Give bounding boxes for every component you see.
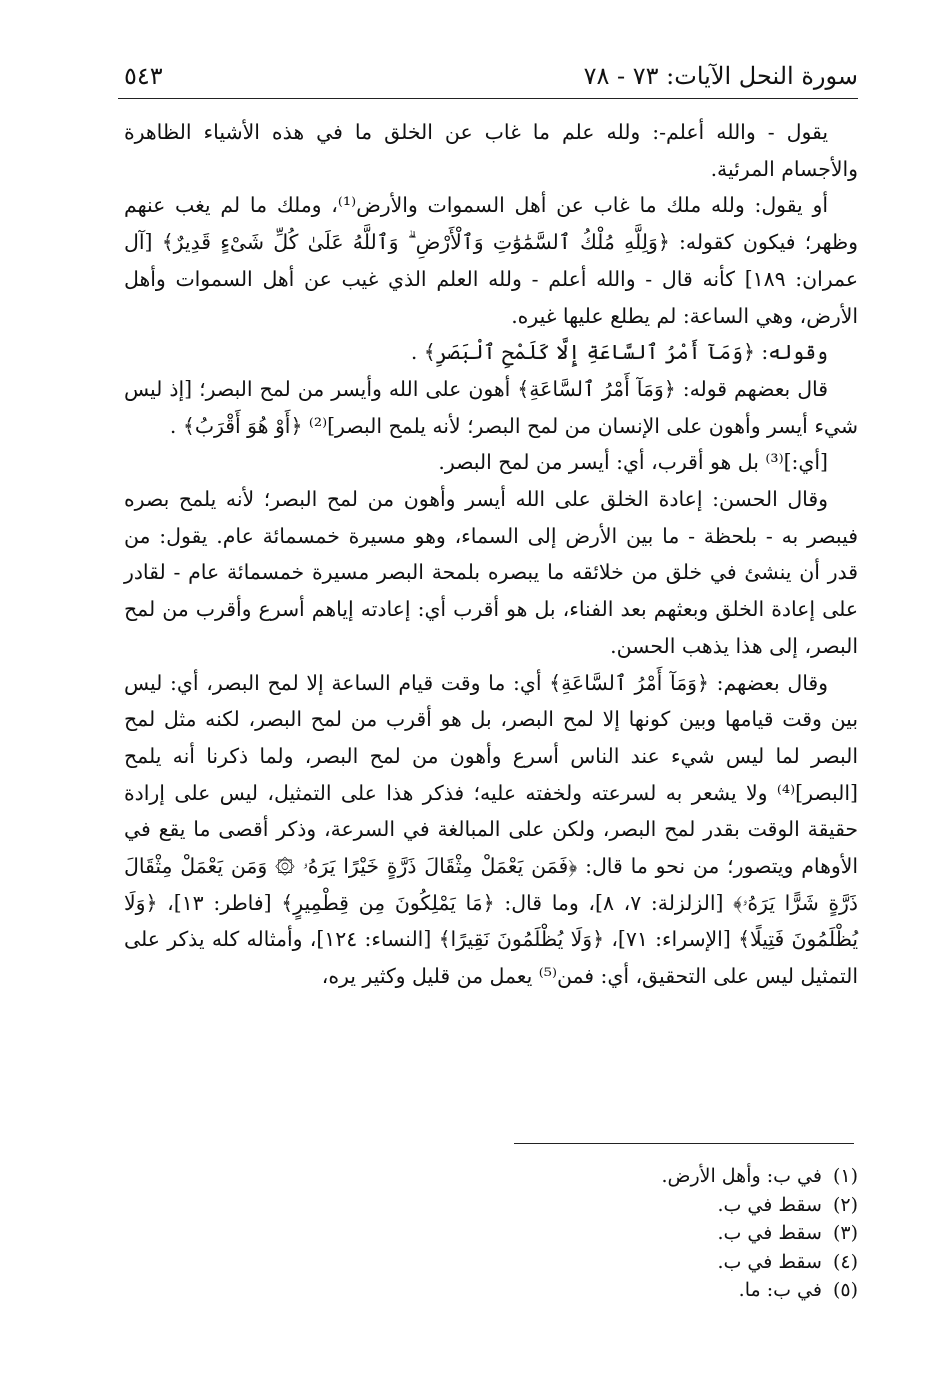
page-header bbox=[118, 56, 858, 99]
footnote-text: في ب: وأهل الأرض. bbox=[661, 1165, 822, 1187]
footnote-number: (٥) bbox=[832, 1279, 858, 1301]
footnote-text: سقط في ب. bbox=[717, 1222, 822, 1244]
footnote-text: سقط في ب. bbox=[717, 1193, 822, 1216]
paragraph: وقوله: ﴿وَمَآ أَمْرُ ٱلسَّاعَةِ إِلَّا كَلَمْحِ ٱلْبَصَرِ﴾ . bbox=[410, 340, 828, 365]
page-number: ٥٤٣ bbox=[124, 62, 163, 90]
paragraph: [أي:]⁽³⁾ بل هو أقرب، أي: أيسر من لمح البصر. bbox=[438, 450, 828, 475]
footnote-item bbox=[124, 1162, 858, 1191]
main-text bbox=[124, 114, 858, 995]
footnote-item bbox=[124, 1276, 858, 1305]
paragraph: وقال بعضهم: ﴿وَمَآ أَمْرُ ٱلسَّاعَةِ﴾ أي: ما وقت قيام الساعة إلا لمح البصر، أي: ليس بين وقت قيامها وبين كونها إلا لمح البصر، بل هو أقرب من لمح البصر، لكنه مثل لمح البصر لما ليس شيء عند الناس أسرع وأهون من لمح البصر، ولما ذكرنا أنه يلمح [البصر]⁽⁴⁾ ولا يشعر به لسرعته ولخفته عليه؛ فذكر هذا على التمثيل، ليس على إرادة حقيقة الوقت بقدر لمح البصر، ولكن على المبالغة في السرعة، وذكر أقصى ما يقع في الأوهام ويتصور؛ من نحو ما قال: ﴿فَمَن يَعْمَلْ مِثْقَالَ ذَرَّةٍ خَيْرًا يَرَهُۥ ۞ وَمَن يَعْمَلْ مِثْقَالَ ذَرَّةٍ شَرًّا يَرَهُۥ﴾ [الزلزلة: ٧، ٨]، وما قال: ﴿مَا يَمْلِكُونَ مِن قِطْمِيرٍ﴾ [فاطر: ١٣]، ﴿وَلَا يُظْلَمُونَ فَتِيلًا﴾ [الإسراء: ٧١]، ﴿وَلَا يُظْلَمُونَ نَقِيرًا﴾ [النساء: ١٢٤]، وأمثاله كله يذكر على التمثيل ليس على التحقيق، أي: فمن⁽⁵⁾ يعمل من قليل وكثير يره، bbox=[124, 670, 858, 989]
footnote-item bbox=[124, 1248, 858, 1277]
paragraph: قال بعضهم قوله: ﴿وَمَآ أَمْرُ ٱلسَّاعَةِ﴾ أهون على الله وأيسر من لمح البصر؛ [إذ ليس شيء أيسر وأهون على الإنسان من لمح البصر؛ لأنه يلمح البصر]⁽²⁾ ﴿أَوْ هُوَ أَقْرَبُ﴾ . bbox=[124, 376, 858, 438]
footnote-divider bbox=[514, 1143, 854, 1144]
footnote-text: في ب: ما. bbox=[738, 1279, 822, 1301]
paragraph: يقول - والله أعلم-: ولله علم ما غاب عن الخلق ما في هذه الأشياء الظاهرة والأجسام المرئية. bbox=[124, 120, 858, 181]
footnotes-section bbox=[124, 1162, 858, 1305]
footnote-text: سقط في ب. bbox=[717, 1250, 822, 1273]
footnote-number: (١) bbox=[832, 1165, 858, 1187]
running-title: سورة النحل الآيات: ٧٣ - ٧٨ bbox=[583, 62, 858, 90]
footnote-number: (٣) bbox=[832, 1222, 858, 1244]
paragraph: وقال الحسن: إعادة الخلق على الله أيسر وأهون من لمح البصر؛ لأنه يلمح بصره فيبصر به - بلحظة - ما بين الأرض إلى السماء، وهو مسيرة خمسمائة عام. يقول: من قدر أن ينشئ في خلق من خلائقه ما يبصره بلمحة البصر مسيرة خمسمائة عام - لقادر على إعادة الخلق وبعثهم بعد الفناء، بل هو أقرب أي: إعادته إياهم أسرع وأقرب من لمح البصر، إلى هذا يذهب الحسن. bbox=[124, 487, 858, 658]
paragraph: أو يقول: ولله ملك ما غاب عن أهل السموات والأرض⁽¹⁾، وملك ما لم يغب عنهم وظهر؛ فيكون كقوله: ﴿وَلِلَّهِ مُلْكُ ٱلسَّمَٰوَٰتِ وَٱلْأَرْضِ ۗ وَٱللَّهُ عَلَىٰ كُلِّ شَىْءٍ قَدِيرٌ﴾ [آل عمران: ١٨٩] كأنه قال - والله أعلم - ولله العلم الذي غيب عن أهل السموات وأهل الأرض، وهي الساعة: لم يطلع عليها غيره. bbox=[124, 193, 858, 328]
footnote-number: (٢) bbox=[832, 1193, 858, 1216]
footnote-number: (٤) bbox=[832, 1250, 858, 1273]
footnote-item bbox=[124, 1219, 858, 1248]
footnote-list bbox=[124, 1162, 858, 1305]
footnote-item bbox=[124, 1191, 858, 1220]
